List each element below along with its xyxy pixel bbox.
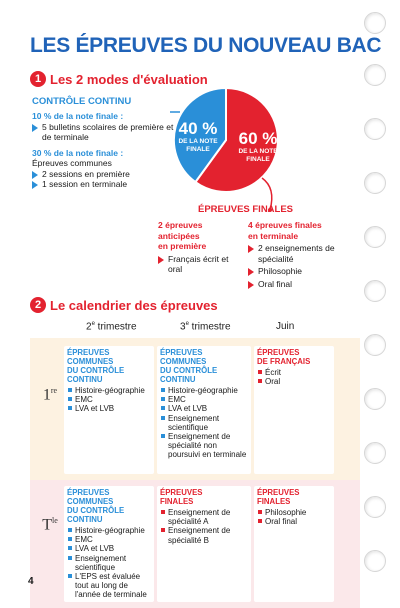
- list-item: Philosophie: [257, 508, 331, 517]
- section-2-title: Le calendrier des épreuves: [50, 298, 218, 313]
- binder-hole: [364, 388, 386, 410]
- triangle-bullet-icon: [248, 281, 254, 289]
- section-1-badge: 1: [30, 71, 46, 87]
- epreuves-anticipees-col: 2 épreuves anticipées en première Français écrit et oral: [158, 220, 244, 275]
- list-item: Oral: [257, 377, 331, 386]
- pie-blue-label: 40 % DE LA NOTE FINALE: [178, 119, 218, 153]
- binder-hole: [364, 118, 386, 140]
- cell-premiere-3e-trimestre: ÉPREUVES COMMUNES DU CONTRÔLE CONTINU Histoire-géographie EMC LVA et LVB Enseignement scientifique Enseignement de spécialité non poursuivi en terminale: [157, 346, 251, 474]
- section-1-title: Les 2 modes d'évaluation: [50, 72, 208, 87]
- part1-heading: 10 % de la note finale :: [32, 111, 124, 121]
- list-item: Enseignement de spécialité B: [160, 526, 248, 544]
- binder-hole: [364, 442, 386, 464]
- list-item: Enseignement scientifique: [67, 554, 151, 572]
- row-label-terminale: $T^{le}$: [42, 516, 58, 534]
- binder-hole: [364, 280, 386, 302]
- terminale-item: Oral final: [248, 279, 344, 290]
- part2-item: 1 session en terminale: [32, 179, 180, 190]
- binder-hole: [364, 172, 386, 194]
- list-item: LVA et LVB: [160, 404, 248, 413]
- epreuves-terminale-col: 4 épreuves finales en terminale 2 enseignements de spécialité Philosophie Oral final: [248, 220, 344, 289]
- col-header-3e-trimestre: 3e trimestre: [180, 321, 231, 333]
- list-item: EMC: [67, 395, 151, 404]
- binder-hole: [364, 550, 386, 572]
- list-item: Histoire-géographie: [67, 386, 151, 395]
- row-label-premiere: 1re: [42, 386, 58, 404]
- list-item: Histoire-géographie: [160, 386, 248, 395]
- anticipee-item: Français écrit et oral: [158, 254, 244, 275]
- list-item: Enseignement scientifique: [160, 414, 248, 432]
- binder-hole: [364, 12, 386, 34]
- pie-red-label: 60 % DE LA NOTE FINALE: [238, 129, 278, 163]
- epreuves-finales-heading: ÉPREUVES FINALES: [198, 204, 294, 215]
- triangle-bullet-icon: [158, 256, 164, 264]
- terminale-item: Philosophie: [248, 266, 344, 277]
- table-row-terminale: [30, 480, 360, 608]
- controle-continu-heading: CONTRÔLE CONTINU: [32, 96, 132, 107]
- col-header-2e-trimestre: 2e trimestre: [86, 321, 137, 333]
- section-2-badge: 2: [30, 297, 46, 313]
- cell-terminale-2e-trimestre: ÉPREUVES COMMUNES DU CONTRÔLE CONTINU Histoire-géographie EMC LVA et LVB Enseignement scientifique L'EPS est évaluée tout au long de l'année de terminale: [64, 486, 154, 602]
- binder-hole: [364, 226, 386, 248]
- cell-premiere-juin: ÉPREUVES DE FRANÇAIS Écrit Oral: [254, 346, 334, 474]
- cell-terminale-3e-trimestre: ÉPREUVES FINALES Enseignement de spécialité A Enseignement de spécialité B: [157, 486, 251, 602]
- list-item: Enseignement de spécialité non poursuivi en terminale: [160, 432, 248, 460]
- part2-intro: Épreuves communes: [32, 158, 112, 168]
- part2-item: 2 sessions en première: [32, 169, 180, 180]
- part2-heading: 30 % de la note finale :: [32, 147, 124, 158]
- cell-terminale-juin: ÉPREUVES FINALES Philosophie Oral final: [254, 486, 334, 602]
- list-item: Oral final: [257, 517, 331, 526]
- page-number: 4: [28, 576, 34, 587]
- list-item: L'EPS est évaluée tout au long de l'année de terminale: [67, 572, 151, 600]
- binder-hole: [364, 496, 386, 518]
- binder-hole: [364, 334, 386, 356]
- page-title: LES ÉPREUVES DU NOUVEAU BAC: [30, 34, 382, 57]
- table-row-premiere: [30, 338, 360, 480]
- list-item: LVA et LVB: [67, 404, 151, 413]
- terminale-item: 2 enseignements de spécialité: [248, 243, 344, 264]
- list-item: LVA et LVB: [67, 544, 151, 553]
- list-item: Enseignement de spécialité A: [160, 508, 248, 526]
- triangle-bullet-icon: [248, 268, 254, 276]
- part1-item: 5 bulletins scolaires de première et de terminale: [32, 122, 180, 143]
- list-item: Histoire-géographie: [67, 526, 151, 535]
- triangle-bullet-icon: [248, 245, 254, 253]
- cell-premiere-2e-trimestre: ÉPREUVES COMMUNES DU CONTRÔLE CONTINU Histoire-géographie EMC LVA et LVB: [64, 346, 154, 474]
- list-item: EMC: [160, 395, 248, 404]
- binder-hole: [364, 64, 386, 86]
- list-item: EMC: [67, 535, 151, 544]
- list-item: Écrit: [257, 368, 331, 377]
- col-header-juin: Juin: [276, 321, 295, 332]
